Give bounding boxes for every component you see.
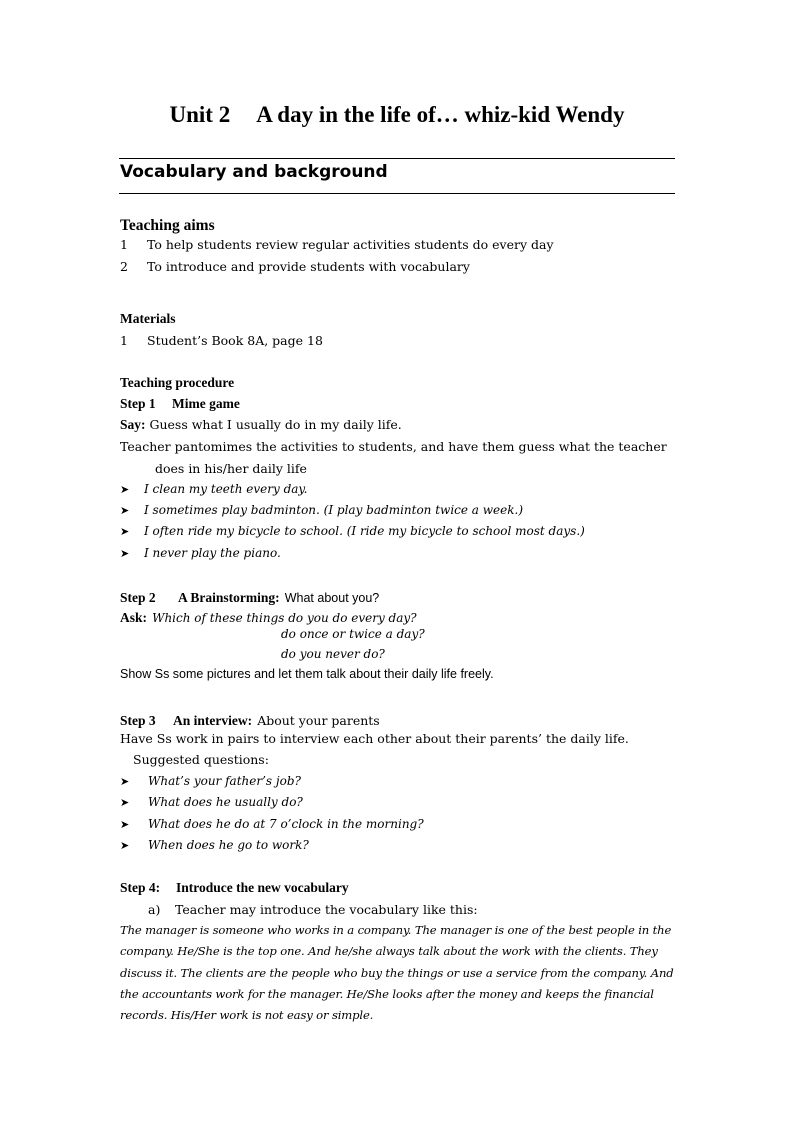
procedure-heading: Teaching procedure [120,375,235,390]
list-item: ➤ When does he go to work? [120,838,309,852]
step1-line2: does in his/her daily life [155,461,307,476]
vocabulary-paragraph: The manager is someone who works in a company. The manager is one of the best people in the company. He/She is the top one. And he/she always talk about the work with the clients. They discuss it. The clients are the people who buy the things or use a service from the company. And the accountants work for the manager. He/She looks after the money and keeps the financial records. His/Her work is not easy or simple. [120,923,674,1023]
list-item: ➤ What’s your father’s job? [120,774,301,788]
arrowhead-bullet-icon: ➤ [120,483,130,496]
step3-heading: Step 3 An interview: About your parents [120,713,380,728]
unit-name: A day in the life of… whiz-kid Wendy [256,102,625,127]
arrowhead-bullet-icon: ➤ [120,525,130,538]
list-item: ➤ I often ride my bicycle to school. (I ride my bicycle to school most days.) [120,524,585,538]
list-item: ➤ I never play the piano. [120,546,281,560]
step2-note: Show Ss some pictures and let them talk about their daily life freely. [120,667,494,681]
step2-ask-line3: do you never do? [281,647,385,661]
step1-say: Say: Guess what I usually do in my daily life. [120,417,402,432]
step3-suggested: Suggested questions: [133,752,269,767]
arrowhead-bullet-icon: ➤ [120,796,130,809]
page-title [0,102,794,128]
arrowhead-bullet-icon: ➤ [120,504,130,517]
arrowhead-bullet-icon: ➤ [120,818,130,831]
step1-line1: Teacher pantomimes the activities to students, and have them guess what the teacher [120,439,667,454]
step1-heading: Step 1 Mime game [120,396,240,411]
list-item: ➤ I clean my teeth every day. [120,482,308,496]
step2-ask-line2: do once or twice a day? [281,627,425,641]
arrowhead-bullet-icon: ➤ [120,775,130,788]
step3-line1: Have Ss work in pairs to interview each other about their parents’ the daily life. [120,731,629,746]
section-heading: Vocabulary and background [120,162,388,182]
arrowhead-bullet-icon: ➤ [120,839,130,852]
list-item: ➤ What does he do at 7 o’clock in the morning? [120,817,424,831]
list-item: 2 To introduce and provide students with vocabulary [120,259,470,274]
step2-heading: Step 2 A Brainstorming: What about you? [120,590,380,605]
list-item: ➤ What does he usually do? [120,795,303,809]
teaching-aims-heading: Teaching aims [120,217,215,234]
list-item: ➤ I sometimes play badminton. (I play badminton twice a week.) [120,503,524,517]
list-item: 1 Student’s Book 8A, page 18 [120,333,323,348]
arrowhead-bullet-icon: ➤ [120,547,130,560]
section-bottom-rule [119,193,675,194]
step2-ask: Ask: Which of these things do you do every day? [120,610,417,625]
list-item: 1 To help students review regular activities students do every day [120,237,554,252]
step4-heading: Step 4: Introduce the new vocabulary [120,880,349,895]
section-top-rule [119,158,675,159]
step4-sub: a) Teacher may introduce the vocabulary like this: [148,902,478,917]
unit-label: Unit 2 [169,102,231,127]
materials-heading: Materials [120,311,176,326]
